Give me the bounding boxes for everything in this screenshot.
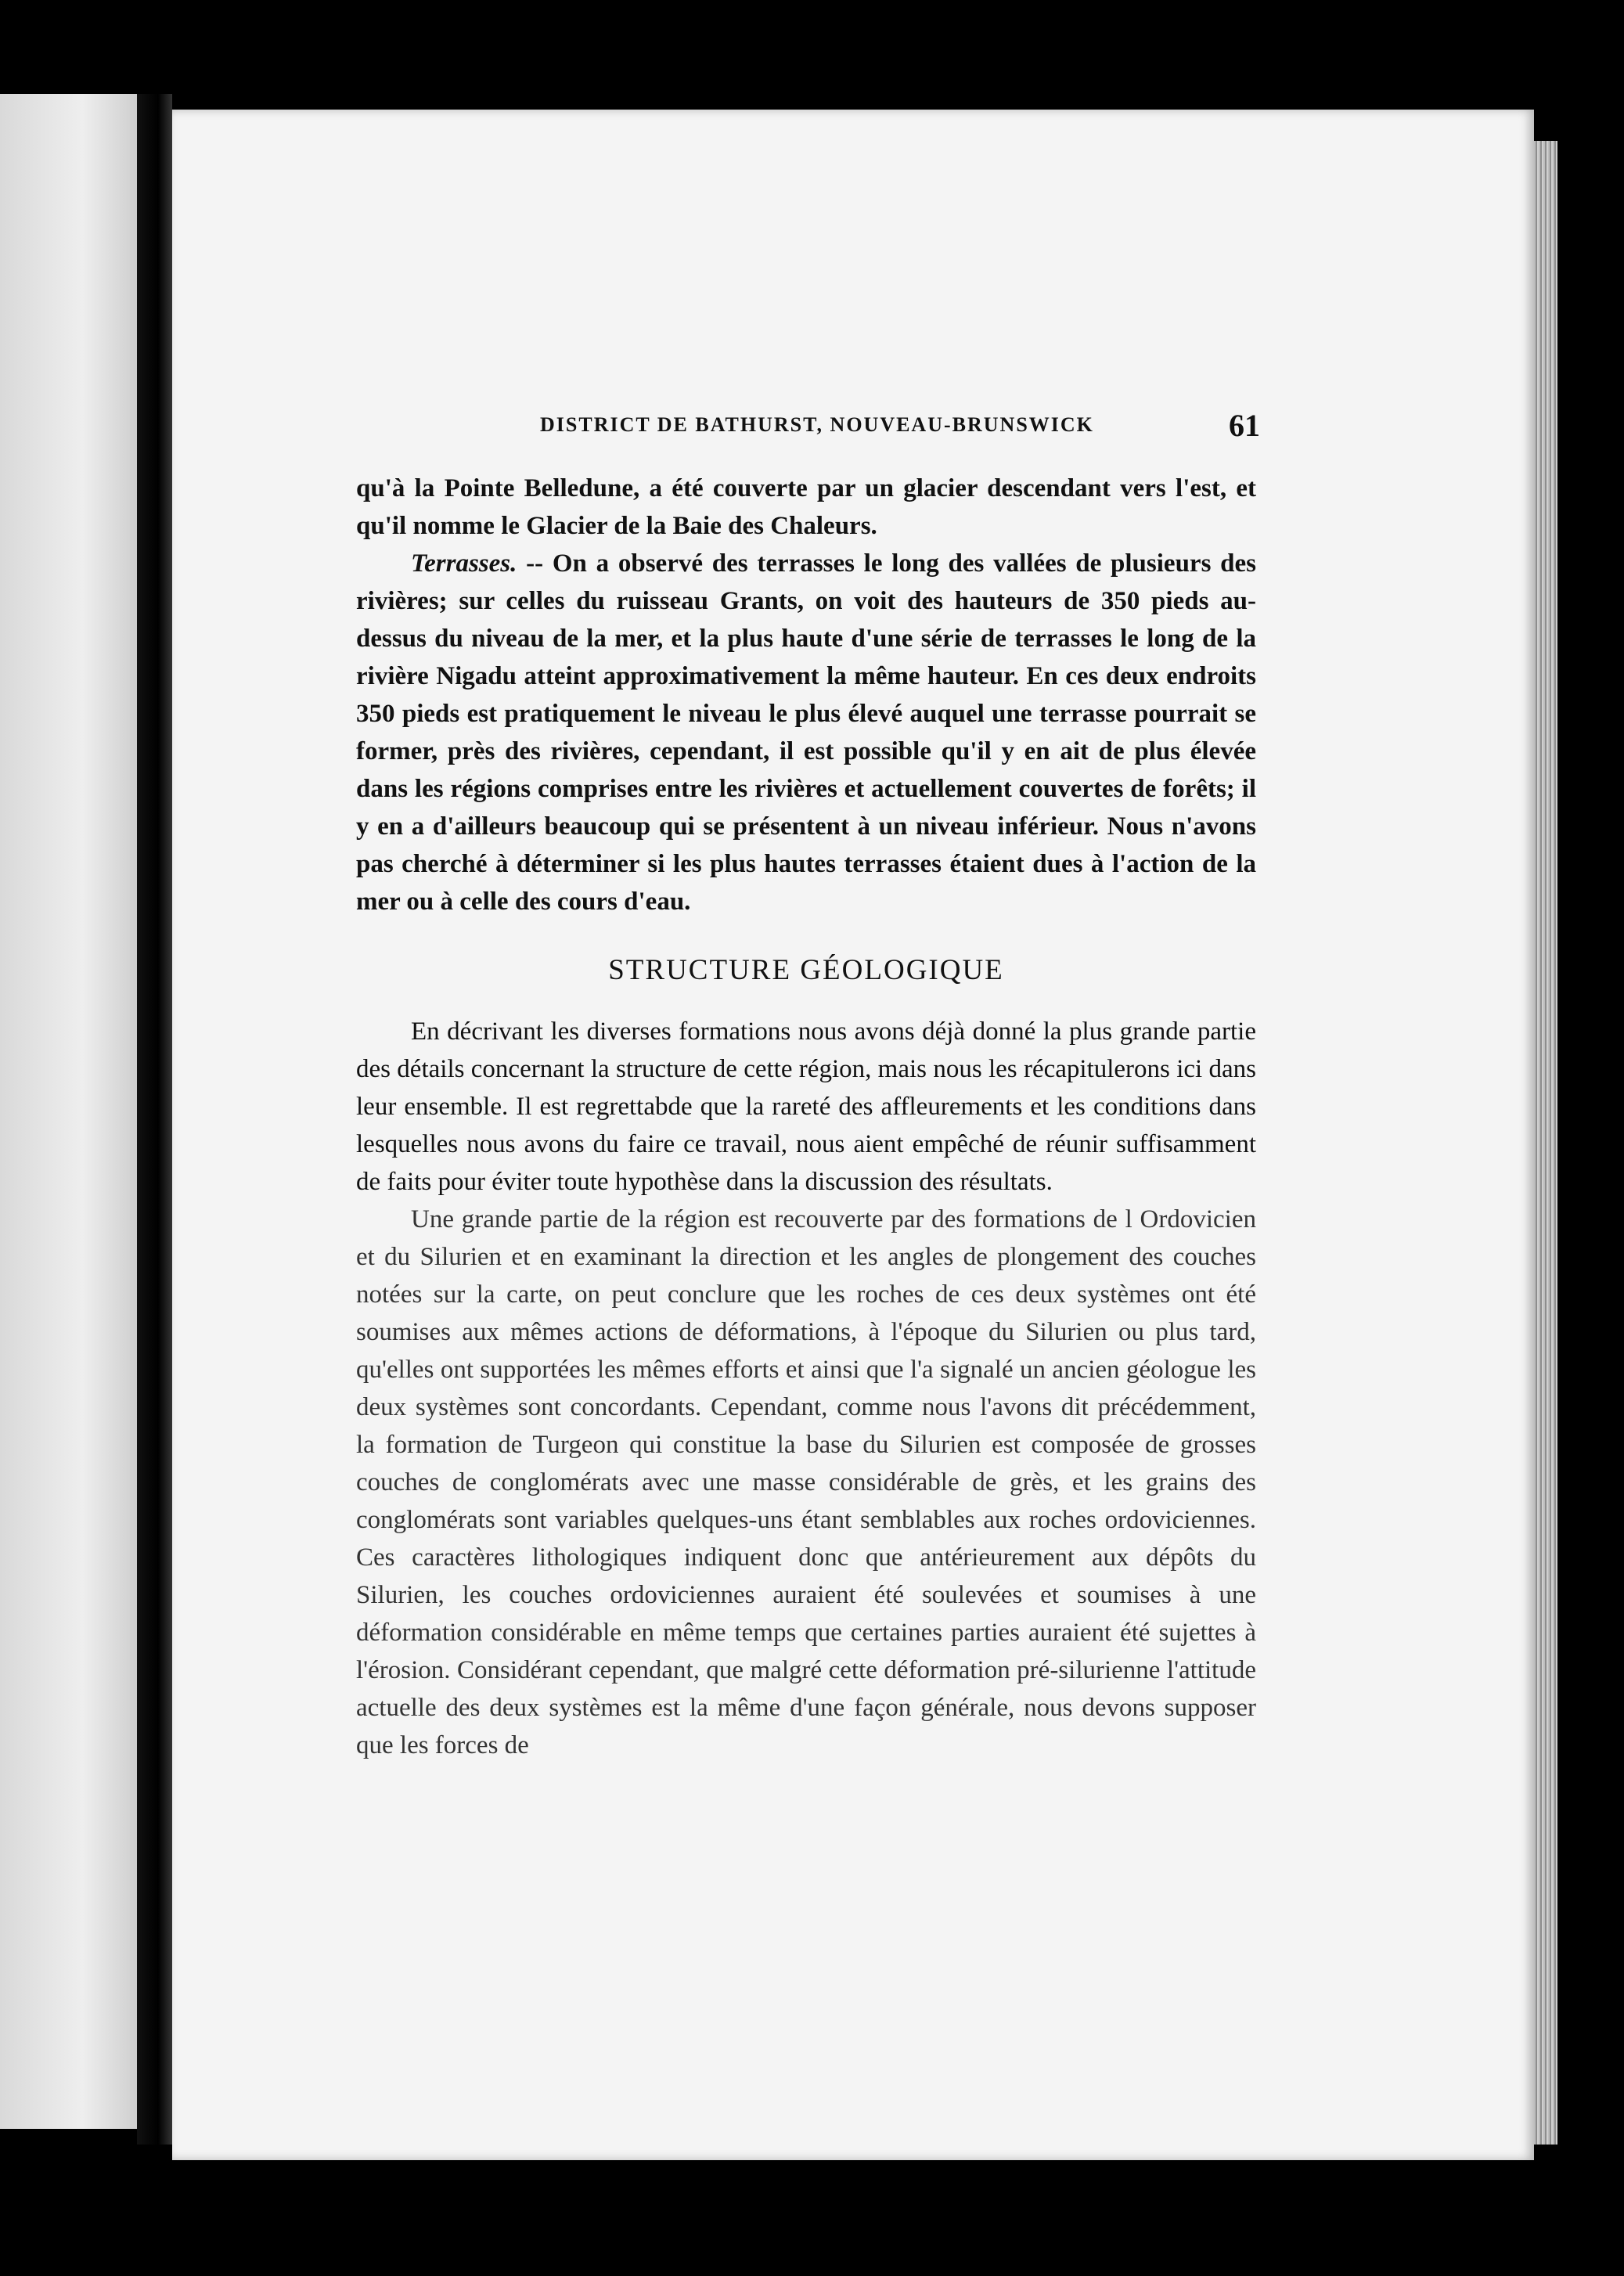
left-page-edge <box>0 94 137 2129</box>
binding-shadow <box>137 94 172 2145</box>
body-text <box>356 470 1256 1764</box>
section-heading: STRUCTURE GÉOLOGIQUE <box>608 954 1004 986</box>
paragraph-terrasses <box>356 545 1256 920</box>
running-header: DISTRICT DE BATHURST, NOUVEAU-BRUNSWICK <box>540 413 1094 436</box>
page-number: 61 <box>1229 408 1260 443</box>
paragraph-glacier: qu'à la Pointe Belledune, a été couverte par un glacier descendant vers l'est, et qu'il nomme le Glacier de la Baie des Chaleurs. <box>356 474 1256 540</box>
paragraph-structure-intro: En décrivant les diverses formations nous avons déjà donné la plus grande partie des détails concernant la structure de cette région, mais nous les récapitulerons ici dans leur ensemble. Il est regrettabde que la rareté des affleurements et les conditions dans lesquelles nous avons du faire ce travail, nous aient empêché de réunir suffisamment de faits pour éviter toute hypothèse dans la discussion des résultats. <box>356 1017 1256 1196</box>
paragraph-terrasses-body: -- On a observé des terrasses le long des vallées de plusieurs des rivières; sur celles du ruisseau Grants, on voit des hauteurs de 350 pieds au-dessus du niveau de la mer, et la plus haute d'une série de terrasses le long de la rivière Nigadu atteint approximativement la même hauteur. En ces deux endroits 350 pieds est pratiquement le niveau le plus élevé auquel une terrasse pourrait se former, près des rivières, cependant, il est possible qu'il y en ait de plus élevée dans les régions comprises entre les rivières et actuellement couvertes de forêts; il y en a d'ailleurs beaucoup qui se présentent à un niveau inférieur. Nous n'avons pas cherché à déterminer si les plus hautes terrasses étaient dues à l'action de la mer ou à celle des cours d'eau. <box>356 549 1256 916</box>
page-stack-edge <box>1534 141 1557 2145</box>
paragraph-structure-body: Une grande partie de la région est recouverte par des formations de l Ordovicien et du Silurien et en examinant la direction et les angles de plongement des couches notées sur la carte, on peut conclure que les roches de ces deux systèmes ont été soumises aux mêmes actions de déformations, à l'époque du Silurien ou plus tard, qu'elles ont supportées les mêmes efforts et ainsi que l'a signalé un ancien géologue les deux systèmes sont concordants. Cependant, comme nous l'avons dit précédemment, la formation de Turgeon qui constitue la base du Silurien est composée de grosses couches de conglomérats avec une masse considérable de grès, et les grains des conglomérats sont variables quelques-uns étant semblables aux roches ordoviciennes. Ces caractères lithologiques indiquent donc que antérieurement aux dépôts du Silurien, les couches ordoviciennes auraient été soulevées et soumises à une déformation considérable en même temps que certaines parties auraient été sujettes à l'érosion. Considérant cependant, que malgré cette déformation pré-silurienne l'attitude actuelle des deux systèmes est la même d'une façon générale, nous devons supposer que les forces de <box>356 1205 1256 1759</box>
run-in-heading: Terrasses. <box>411 549 517 578</box>
